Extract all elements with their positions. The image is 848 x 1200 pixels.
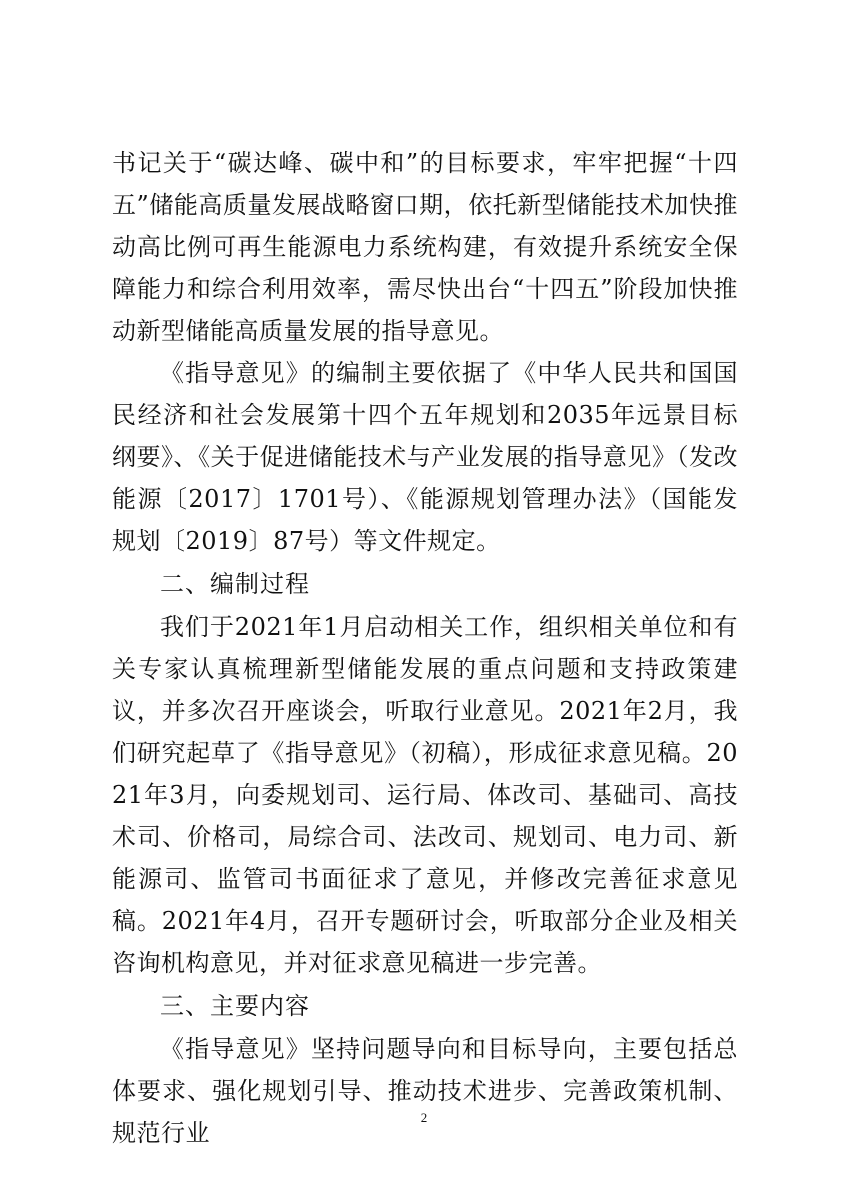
paragraph-continued-intro: 书记关于“碳达峰、碳中和”的目标要求，牢牢把握“十四五”储能高质量发展战略窗口期，依托新型储能技术加快推动高比例可再生能源电力系统构建，有效提升系统安全保障能力和综合利用效率，需尽快出台“十四五”阶段加快推动新型储能高质量发展的指导意见。	[112, 149, 738, 345]
body-text	[112, 142, 738, 1154]
paragraph-main-content: 《指导意见》坚持问题导向和目标导向，主要包括总体要求、强化规划引导、推动技术进步、完善政策机制、规范行业	[112, 1035, 738, 1147]
section-heading-main-content: 三、主要内容	[160, 992, 310, 1020]
paragraph-process: 我们于2021年1月启动相关工作，组织相关单位和有关专家认真梳理新型储能发展的重点问题和支持政策建议，并多次召开座谈会，听取行业意见。2021年2月，我们研究起草了《指导意见》（初稿），形成征求意见稿。2021年3月，向委规划司、运行局、体改司、基础司、高技术司、价格司，局综合司、法改司、规划司、电力司、新能源司、监管司书面征求了意见，并修改完善征求意见稿。2021年4月，召开专题研讨会，听取部分企业及相关咨询机构意见，并对征求意见稿进一步完善。	[112, 613, 738, 977]
section-heading-compilation-process: 二、编制过程	[160, 570, 310, 598]
paragraph-basis: 《指导意见》的编制主要依据了《中华人民共和国国民经济和社会发展第十四个五年规划和2035年远景目标纲要》、《关于促进储能技术与产业发展的指导意见》（发改能源〔2017〕1701号）、《能源规划管理办法》（国能发规划〔2019〕87号）等文件规定。	[112, 359, 738, 555]
page-number: 2	[420, 1110, 428, 1125]
